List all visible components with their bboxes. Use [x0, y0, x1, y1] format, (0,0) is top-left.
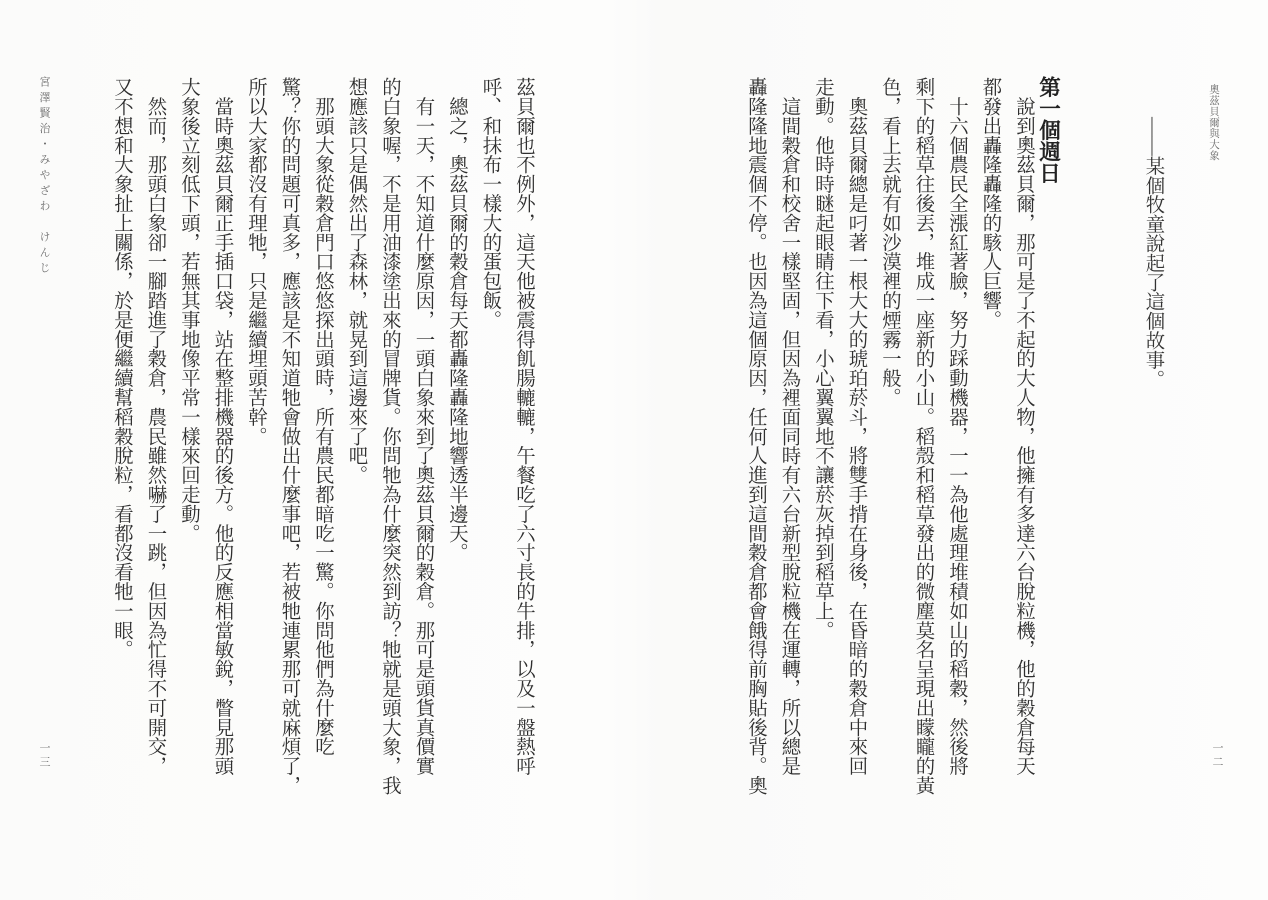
text-column: 有一天，不知道什麼原因，一頭白象來到了奧茲貝爾的穀倉。那可是頭貨真價實: [412, 77, 434, 776]
text-column: 當時奧茲貝爾正手插口袋，站在整排機器的後方。他的反應相當敏銳，瞥見那頭: [211, 77, 233, 776]
right-page-text: [738, 77, 1040, 795]
text-column: 這間穀倉和校舍一樣堅固，但因為裡面同時有六台新型脫粒機在運轉，所以總是: [778, 77, 800, 776]
text-column: 的白象喔，不是用油漆塗出來的冒牌貨。你問牠為什麼突然到訪？牠就是頭大象，我: [379, 77, 400, 795]
text-column: 色，看上去就有如沙漠裡的煙霧一般。: [879, 77, 900, 407]
text-column: 想應該只是偶然出了森林，就晃到這邊來了吧。: [345, 77, 367, 485]
text-column: 總之，奧茲貝爾的穀倉每天都轟隆轟隆地響透半邊天。: [446, 77, 467, 562]
text-column: 茲貝爾也不例外，這天他被震得飢腸轆轆，午餐吃了六寸長的牛排，以及一盤熱呼: [513, 77, 534, 776]
section-heading: 第一個週日: [1036, 76, 1061, 184]
text-column: 走動。他時時瞇起眼睛往下看，小心翼翼地不讓菸灰掉到稻草上。: [812, 77, 833, 640]
epigraph: ——某個牧童說起了這個故事。: [1142, 117, 1164, 389]
text-column: 十六個農民全漲紅著臉，努力踩動機器，一一為他處理堆積如山的稻穀，然後將: [946, 77, 967, 776]
text-column: 說到奧茲貝爾，那可是了不起的大人物，他擁有多達六台脫粒機，他的穀倉每天: [1013, 77, 1034, 776]
author-margin: 宮澤賢治・みやざわ けんじ: [38, 76, 50, 278]
text-column: 呼、和抹布一樣大的蛋包飯。: [479, 77, 501, 330]
text-column: 剩下的稻草往後丟，堆成一座新的小山。稻殼和稻草發出的微塵莫名呈現出矇矓的黃: [912, 77, 934, 795]
running-title: 奧茲貝爾與大象: [1208, 84, 1219, 161]
text-column: 然而，那頭白象卻一腳踏進了穀倉，農民雖然嚇了一跳，但因為忙得不可開交，: [144, 77, 166, 776]
page-number-left: 一三: [38, 742, 50, 770]
text-column: 所以大家都沒有理牠，只是繼續埋頭苦幹。: [245, 77, 266, 446]
page-number-right: 一二: [1211, 742, 1223, 770]
text-column: 又不想和大象扯上關係，於是便繼續幫稻穀脫粒，看都沒看牠一眼。: [111, 77, 132, 659]
text-column: 大象後立刻低下頭，若無其事地像平常一樣來回走動。: [178, 77, 199, 543]
left-page-text: [104, 77, 540, 795]
text-column: 都發出轟隆轟隆的駭人巨響。: [979, 77, 1001, 330]
text-column: 奧茲貝爾總是叼著一根大大的琥珀菸斗，將雙手揹在身後，在昏暗的穀倉中來回: [845, 77, 867, 776]
text-column: 那頭大象從穀倉門口悠悠探出頭時，所有農民都暗吃一驚。你問他們為什麼吃: [312, 77, 333, 756]
text-column: 驚？你的問題可真多，應該是不知道牠會做出什麼事吧，若被牠連累那可就麻煩了，: [278, 77, 300, 795]
text-column: 轟隆隆地震個不停。也因為這個原因，任何人進到這間穀倉都會餓得前胸貼後背。奧: [745, 77, 766, 795]
